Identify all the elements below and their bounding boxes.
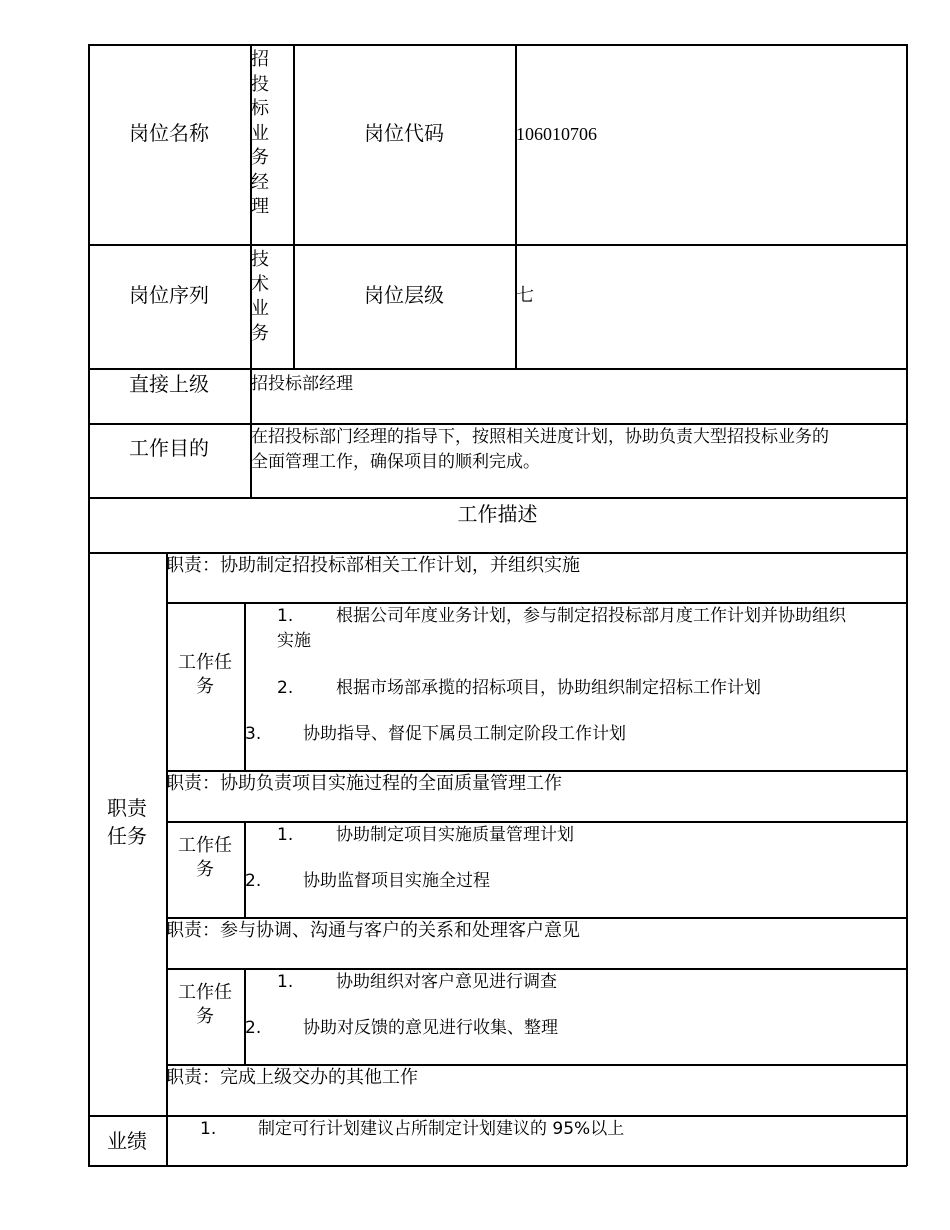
- col-divider: [293, 44, 295, 369]
- row-divider: [88, 244, 907, 246]
- task-label: 工作任: [178, 835, 232, 856]
- col-divider: [244, 968, 246, 1065]
- row-divider: [88, 1115, 907, 1117]
- task-number: 1.: [277, 606, 294, 626]
- col-divider: [244, 821, 246, 918]
- task-number: 1.: [277, 825, 294, 845]
- border-bottom: [88, 1165, 907, 1167]
- border-top: [88, 44, 907, 46]
- task-label: 务: [196, 676, 214, 697]
- duty-text: 职责：参与协调、沟通与客户的关系和处理客户意见: [166, 920, 580, 941]
- position-code-label: 岗位代码: [364, 121, 444, 145]
- duty-text: 职责：协助负责项目实施过程的全面质量管理工作: [166, 773, 562, 794]
- task-label: 务: [196, 1006, 214, 1027]
- task-text: 协助组织对客户意见进行调查: [336, 972, 557, 992]
- border-right: [906, 44, 908, 1166]
- row-divider: [166, 602, 907, 604]
- position-code-value: 106010706: [516, 124, 597, 144]
- task-text: 实施: [277, 631, 311, 651]
- row-divider: [88, 423, 907, 425]
- task-text: 协助制定项目实施质量管理计划: [336, 825, 574, 845]
- task-number: 2.: [245, 1018, 262, 1038]
- task-number: 2.: [277, 678, 294, 698]
- row-divider: [88, 497, 907, 499]
- task-text: 根据市场部承揽的招标项目，协助组织制定招标工作计划: [336, 678, 761, 698]
- work-purpose-line: 在招投标部门经理的指导下，按照相关进度计划，协助负责大型招投标业务的: [251, 427, 829, 447]
- col-divider: [515, 44, 517, 369]
- task-label: 工作任: [178, 982, 232, 1003]
- performance-label: 业绩: [107, 1129, 147, 1153]
- position-level-label: 岗位层级: [364, 283, 444, 307]
- task-text: 协助对反馈的意见进行收集、整理: [303, 1018, 558, 1038]
- task-number: 2.: [245, 871, 262, 891]
- task-label: 务: [196, 859, 214, 880]
- border-left: [88, 44, 90, 1166]
- task-text: 协助监督项目实施全过程: [303, 871, 490, 891]
- work-purpose-line: 全面管理工作，确保项目的顺利完成。: [251, 452, 540, 472]
- col-divider: [244, 602, 246, 771]
- task-text: 协助指导、督促下属员工制定阶段工作计划: [303, 724, 626, 744]
- duties-tasks-label: 任务: [107, 824, 147, 848]
- row-divider: [166, 917, 907, 919]
- duties-tasks-label: 职责: [107, 796, 147, 820]
- position-name-value: 招投标业务经理: [251, 49, 269, 217]
- position-level-value: 七: [516, 285, 534, 306]
- position-name-label: 岗位名称: [129, 121, 209, 145]
- task-text: 根据公司年度业务计划，参与制定招投标部月度工作计划并协助组织: [336, 606, 846, 626]
- performance-text: 制定可行计划建议占所制定计划建议的 95%以上: [258, 1119, 625, 1139]
- direct-superior-label: 直接上级: [129, 372, 209, 396]
- direct-superior-value: 招投标部经理: [251, 374, 353, 394]
- row-divider: [88, 368, 907, 370]
- duty-text: 职责：协助制定招投标部相关工作计划，并组织实施: [166, 555, 580, 576]
- task-number: 3.: [245, 724, 262, 744]
- row-divider: [166, 770, 907, 772]
- position-series-label: 岗位序列: [129, 283, 209, 307]
- row-divider: [166, 1064, 907, 1066]
- position-series-value: 技术业务: [251, 249, 269, 344]
- row-divider: [166, 821, 907, 823]
- performance-number: 1.: [200, 1119, 217, 1139]
- duty-text: 职责：完成上级交办的其他工作: [166, 1067, 418, 1088]
- work-description-title: 工作描述: [457, 502, 538, 526]
- work-purpose-label: 工作目的: [129, 436, 209, 460]
- row-divider: [88, 552, 907, 554]
- row-divider: [166, 968, 907, 970]
- task-label: 工作任: [178, 652, 232, 673]
- task-number: 1.: [277, 972, 294, 992]
